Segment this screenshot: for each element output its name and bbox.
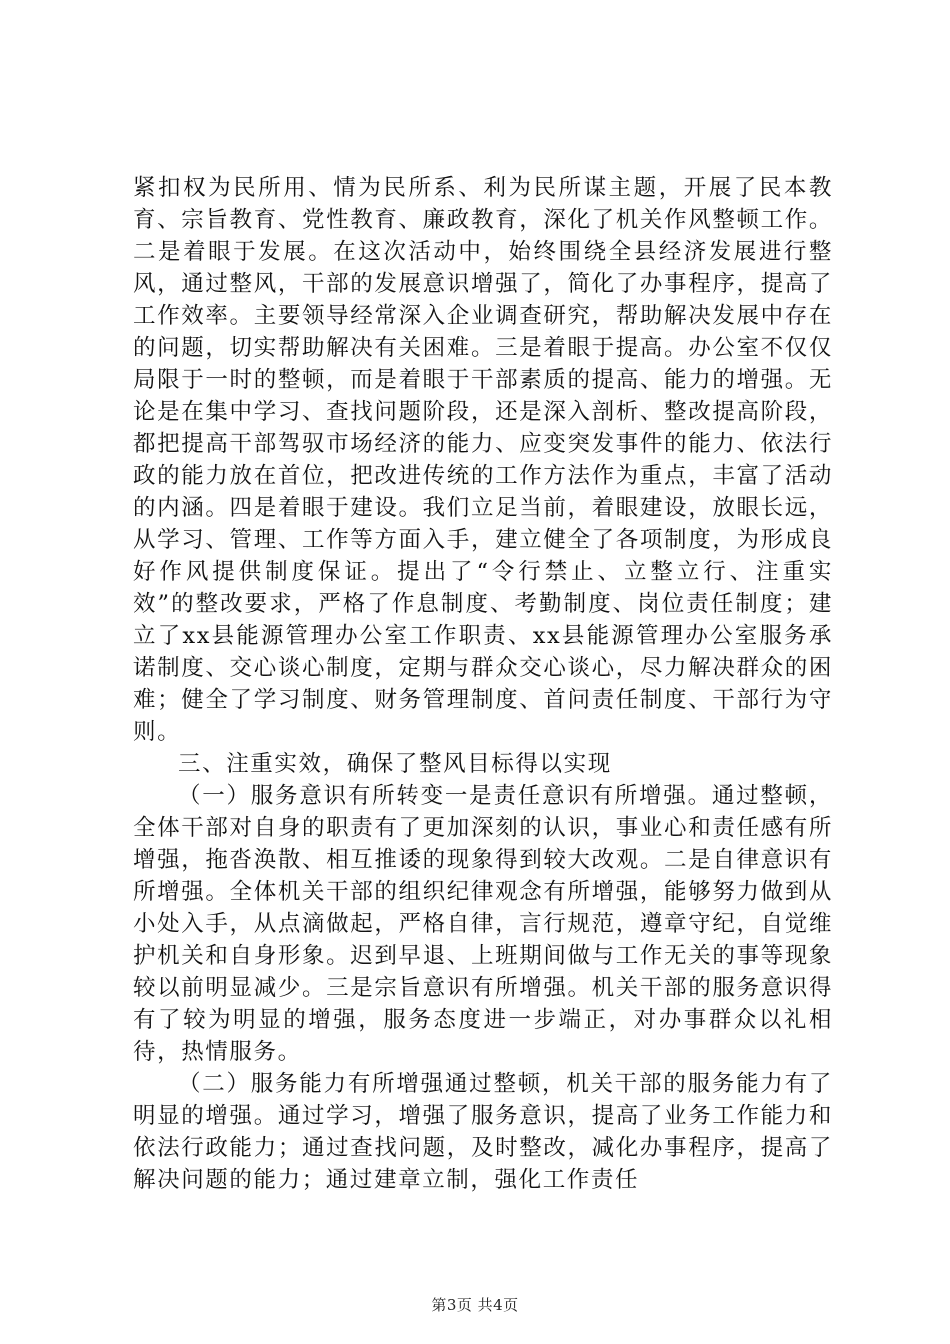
page-footer: 第3页 共4页 bbox=[431, 1296, 519, 1314]
paragraph-service-ability: （二）服务能力有所增强通过整顿，机关干部的服务能力有了明显的增强。通过学习，增强了服务意识，提高了业务工作能力和依法行政能力；通过查找问题，及时整改，减化办事程序，提高了解决问题的能力；通过建章立制，强化工作责任 bbox=[133, 1071, 833, 1193]
paragraph-continuation: 紧扣权为民所用、情为民所系、利为民所谋主题，开展了民本教育、宗旨教育、党性教育、廉政教育，深化了机关作风整顿工作。二是着眼于发展。在这次活动中，始终围绕全县经济发展进行整风，通过整风，干部的发展意识增强了，简化了办事程序，提高了工作效率。主要领导经常深入企业调查研究，帮助解决发展中存在的问题，切实帮助解决有关困难。三是着眼于提高。办公室不仅仅局限于一时的整顿，而是着眼于干部素质的提高、能力的增强。无论是在集中学习、查找问题阶段，还是深入剖析、整改提高阶段，都把提高干部驾驭市场经济的能力、应变突发事件的能力、依法行政的能力放在首位，把改进传统的工作方法作为重点，丰富了活动的内涵。四是着眼于建设。我们立足当前，着眼建设，放眼长远，从学习、管理、工作等方面入手，建立健全了各项制度，为形成良好作风提供制度保证。提出了“令行禁止、立整立行、注重实效”的整改要求，严格了作息制度、考勤制度、岗位责任制度；建立了xx县能源管理办公室工作职责、xx县能源管理办公室服务承诺制度、交心谈心制度，定期与群众交心谈心，尽力解决群众的困难；健全了学习制度、财务管理制度、首问责任制度、干部行为守则。 bbox=[133, 175, 833, 745]
paragraph-service-awareness: （一）服务意识有所转变一是责任意识有所增强。通过整顿，全体干部对自身的职责有了更加深刻的认识，事业心和责任感有所增强，拖沓涣散、相互推诿的现象得到较大改观。二是自律意识有所增强。全体机关干部的组织纪律观念有所增强，能够努力做到从小处入手，从点滴做起，严格自律，言行规范，遵章守纪，自觉维护机关和自身形象。迟到早退、上班期间做与工作无关的事等现象较以前明显减少。三是宗旨意识有所增强。机关干部的服务意识得有了较为明显的增强，服务态度进一步端正，对办事群众以礼相待，热情服务。 bbox=[133, 783, 833, 1065]
document-body bbox=[133, 172, 833, 1196]
section-heading-three: 三、注重实效，确保了整风目标得以实现 bbox=[178, 751, 612, 777]
